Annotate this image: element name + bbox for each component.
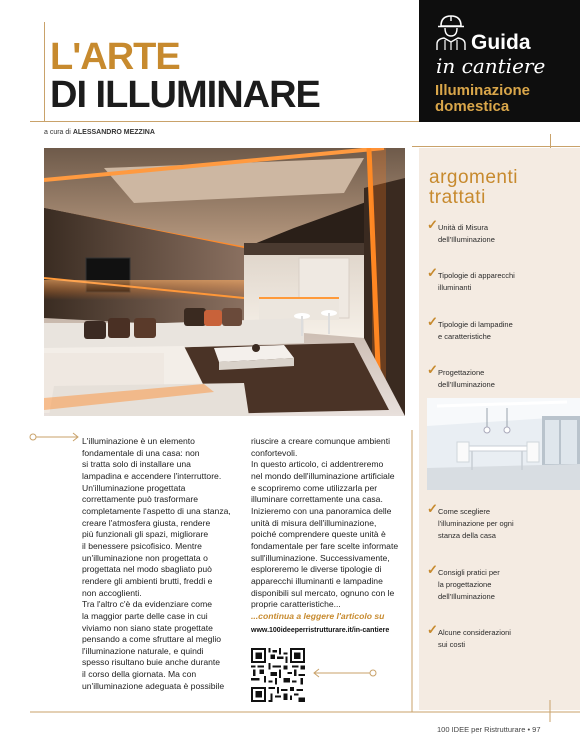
guide-subtitle-line1: Illuminazione (435, 82, 531, 99)
topic-line: Unità di Misura (438, 223, 489, 232)
topic-line: Alcune considerazioni (438, 628, 511, 637)
article-line: sull'illuminazione. Successivamente, (251, 552, 390, 563)
article-line: non accoglienti. (82, 587, 142, 598)
article-line: il benessere psicofisico. Mentre (82, 540, 202, 551)
checkmark-icon: ✓ (427, 265, 438, 280)
sidebar-heading-line1: argomenti (429, 167, 518, 188)
article-line: correttamente può trasformare (82, 494, 199, 505)
topic-line: Progettazione (438, 368, 485, 377)
article-line: pensando a come sfruttare al meglio (82, 634, 222, 645)
article-line: un'illuminazione adeguata è possibile (82, 680, 225, 691)
article-column-2 (251, 436, 409, 636)
topic-line: la progettazione (438, 580, 492, 589)
checkmark-icon: ✓ (427, 501, 438, 516)
byline-author: ALESSANDRO MEZZINA (72, 129, 155, 136)
topic-line: e caratteristiche (438, 332, 491, 341)
checkmark-icon: ✓ (427, 562, 438, 577)
article-line: creare l'atmosfera giusta, rendere (82, 517, 211, 528)
article-line: l'illuminazione naturale, e quindi (82, 645, 204, 656)
page-title-line2: DI ILLUMINARE (50, 74, 320, 116)
article-line: proprie caratteristiche... (251, 599, 341, 610)
article-url-link[interactable]: www.100ideeperristrutturare.it/in-cantiere (251, 626, 390, 634)
checkmark-icon: ✓ (427, 314, 438, 329)
guide-subtitle-line2: domestica (435, 98, 510, 115)
article-line: spesso risultano buie anche durante (82, 657, 221, 668)
article-line: fondamentale per fare scelte informate (251, 540, 399, 551)
qr-code[interactable] (251, 648, 305, 702)
article-line: riuscire a creare comunque ambienti (251, 436, 390, 446)
guide-label: Guida (471, 31, 531, 54)
sidebar-heading-line2: trattati (429, 187, 486, 208)
page-title-line1: L'ARTE (50, 36, 180, 78)
topic-line: Come scegliere (438, 507, 491, 516)
article-line: unità di misura dell'illuminazione, (251, 517, 377, 528)
article-line: esploreremo le diverse tipologie di (251, 564, 382, 575)
article-line: confortevoli. (251, 447, 298, 458)
article-line: disponibili sul mercato, ognuno con le (251, 587, 395, 598)
article-line: poiché comprendere queste unità è (251, 529, 386, 540)
checkmark-icon: ✓ (427, 362, 438, 377)
topic-line: dell'Illuminazione (438, 380, 495, 389)
article-line: fondamentale di una casa: non (82, 447, 200, 458)
topic-line: sui costi (438, 640, 466, 649)
checkmark-icon: ✓ (427, 622, 438, 637)
topic-line: l'illuminazione per ogni (438, 519, 514, 528)
topic-line: illuminanti (438, 283, 472, 292)
topic-line: stanza della casa (438, 531, 496, 540)
article-line: un'illuminazione non progettata o (82, 552, 208, 563)
article-line: completamente l'aspetto di una stanza, (82, 505, 231, 516)
article-line: e scopriremo come utilizzarla per (251, 482, 378, 493)
article-line: Tra l'altro c'è da evidenziare come (82, 599, 213, 610)
article-line: Un'illuminazione progettata (82, 482, 186, 493)
topic-line: dell'Illuminazione (438, 592, 495, 601)
article-line: si tratta solo di installare una (82, 459, 191, 470)
article-line: più funzionali gli spazi, migliorare (82, 529, 209, 540)
article-line: illuminare correttamente una casa. (251, 494, 383, 505)
article-line: viviamo non siano state progettate (82, 622, 213, 633)
article-line: progettata nel modo sbagliato può (82, 564, 212, 575)
article-line: rendere gli ambienti brutti, freddi e (82, 575, 213, 586)
topic-line: Tipologie di apparecchi (438, 271, 515, 280)
page-footer: 100 IDEE per Ristrutturare • 97 (437, 725, 541, 734)
guide-script-label: in cantiere (436, 54, 546, 78)
topic-line: dell'Illuminazione (438, 235, 495, 244)
article-line: L'illuminazione è un elemento (82, 436, 195, 446)
article-line: In questo articolo, ci addentreremo (251, 459, 384, 470)
article-line: Inizieremo con una panoramica delle (251, 505, 392, 516)
article-line: nel mondo dell'illuminazione artificiale (251, 470, 395, 481)
article-line: la maggior parte delle case in cui (82, 610, 208, 621)
continue-reading-link[interactable]: ...continua a leggere l'articolo su (251, 610, 385, 621)
checkmark-icon: ✓ (427, 217, 438, 232)
topic-line: Consigli pratici per (438, 568, 500, 577)
article-column-1 (82, 436, 240, 692)
byline-prefix: a cura di (44, 129, 71, 136)
article-line: apparecchi illuminanti e lampadine (251, 575, 383, 586)
topic-line: Tipologie di lampadine (438, 320, 513, 329)
article-line: il corso della giornata. Ma con (82, 669, 197, 680)
article-line: lampadina e accendere l'interruttore. (82, 470, 222, 481)
